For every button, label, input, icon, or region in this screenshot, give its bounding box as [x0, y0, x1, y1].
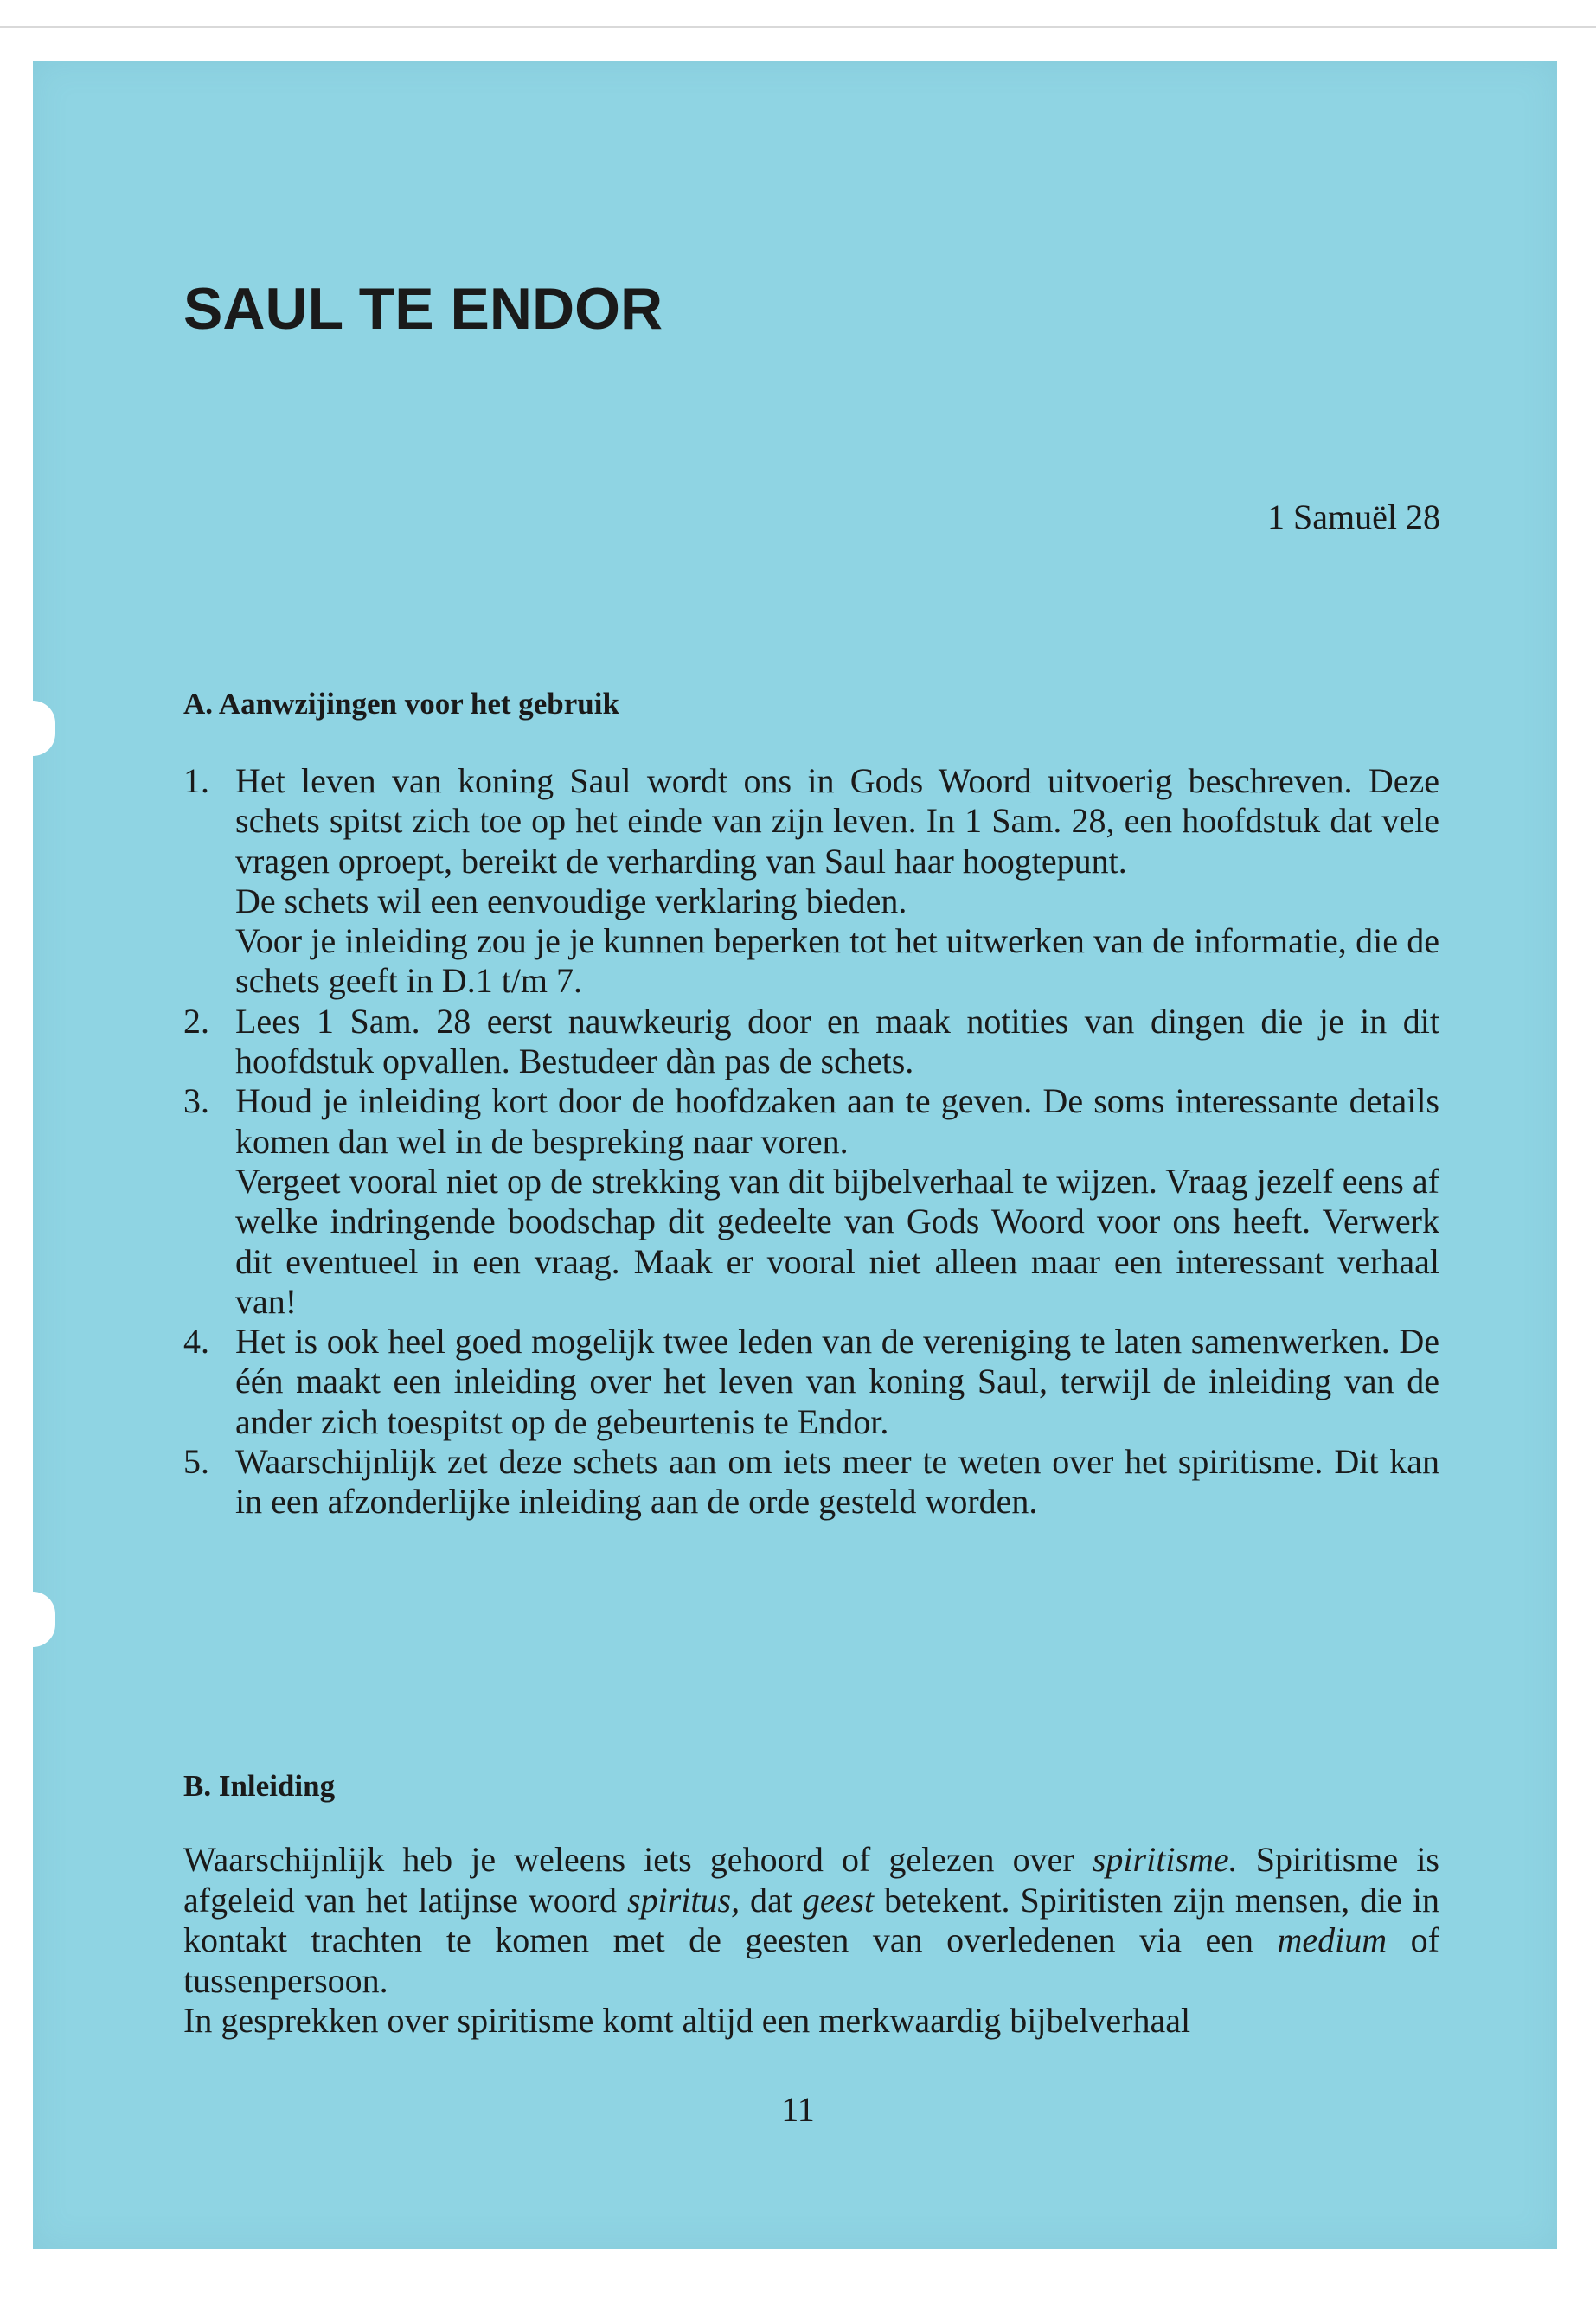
page-number: 11: [781, 2090, 815, 2129]
list-item-paragraph: De schets wil een eenvoudige verklaring bieden.: [235, 881, 907, 920]
scan-edge-line: [0, 26, 1596, 28]
list-item: [183, 1002, 1439, 1082]
list-item: [183, 1442, 1439, 1522]
intro-text: Waarschijnlijk heb je weleens iets gehoord of gelezen over: [183, 1840, 1093, 1879]
intro-text: dat: [740, 1880, 803, 1920]
list-item-paragraph: Het is ook heel goed mogelijk twee leden van de vereniging te laten samenwerken. De één maakt een inleiding over het leven van koning Saul, terwijl de inleiding van de ander zich toespitst op de gebeurtenis te Endor.: [235, 1322, 1439, 1441]
intro-term-spiritisme: spiritisme.: [1092, 1840, 1238, 1879]
list-item: [183, 761, 1439, 1002]
scripture-reference: 1 Samuël 28: [1267, 497, 1440, 536]
intro-text: betekent. Spiritisten zijn mensen, die in kontakt trachten te komen met de geesten van overledenen via een: [183, 1880, 1439, 1959]
list-item-paragraph: Voor je inleiding zou je je kunnen beperken tot het uitwerken van de informatie, die de schets geeft in D.1 t/m 7.: [235, 921, 1439, 1001]
instructions-list: [183, 761, 1439, 1522]
list-item-paragraph: Vergeet vooral niet op de strekking van dit bijbelverhaal te wijzen. Vraag jezelf eens af welke indringende boodschap dit gedeelte van Gods Woord voor ons heeft. Verwerk dit eventueel in een vraag. Maak er vooral niet alleen maar een interessant verhaal van!: [235, 1161, 1439, 1321]
section-b-heading: B. Inleiding: [183, 1769, 336, 1803]
list-item-paragraph: Lees 1 Sam. 28 eerst nauwkeurig door en maak notities van dingen die je in dit hoofdstuk opvallen. Bestudeer dàn pas de schets.: [235, 1001, 1439, 1081]
list-item-number: 2.: [183, 1001, 209, 1041]
intro-text: of tussenpersoon.: [183, 1920, 1439, 2000]
intro-text: Spiritisme is afgeleid van het latijnse woord: [183, 1840, 1439, 1920]
list-item-paragraph: Waarschijnlijk zet deze schets aan om iets meer te weten over het spiritisme. Dit kan in een afzonderlijke inleiding aan de orde gesteld worden.: [235, 1442, 1439, 1522]
list-item-number: 1.: [183, 761, 209, 800]
list-item-paragraph: Houd je inleiding kort door de hoofdzaken aan te geven. De soms interessante details komen dan wel in de bespreking naar voren.: [235, 1081, 1439, 1161]
list-item-number: 5.: [183, 1442, 209, 1482]
list-item: [183, 1322, 1439, 1442]
list-item: [183, 1081, 1439, 1322]
binder-hole-top: [33, 701, 55, 756]
introduction-paragraph: [183, 1840, 1439, 2041]
intro-term-spiritus: spiritus,: [627, 1880, 740, 1920]
intro-text: In gesprekken over spiritisme komt altijd een merkwaardig bijbelverhaal: [183, 2001, 1191, 2040]
binder-hole-bottom: [33, 1592, 55, 1647]
section-a-heading: A. Aanwzijingen voor het gebruik: [183, 687, 619, 721]
list-item-paragraph: Het leven van koning Saul wordt ons in Gods Woord uitvoerig beschreven. Deze schets spitst zich toe op het einde van zijn leven. In 1 Sam. 28, een hoofdstuk dat vele vragen oproept, bereikt de verharding van Saul haar hoogtepunt.: [235, 761, 1439, 881]
intro-term-geest: geest: [802, 1880, 875, 1920]
list-item-number: 4.: [183, 1322, 209, 1362]
list-item-number: 3.: [183, 1081, 209, 1121]
page-title: SAUL TE ENDOR: [183, 276, 663, 342]
intro-term-medium: medium: [1277, 1920, 1388, 1959]
